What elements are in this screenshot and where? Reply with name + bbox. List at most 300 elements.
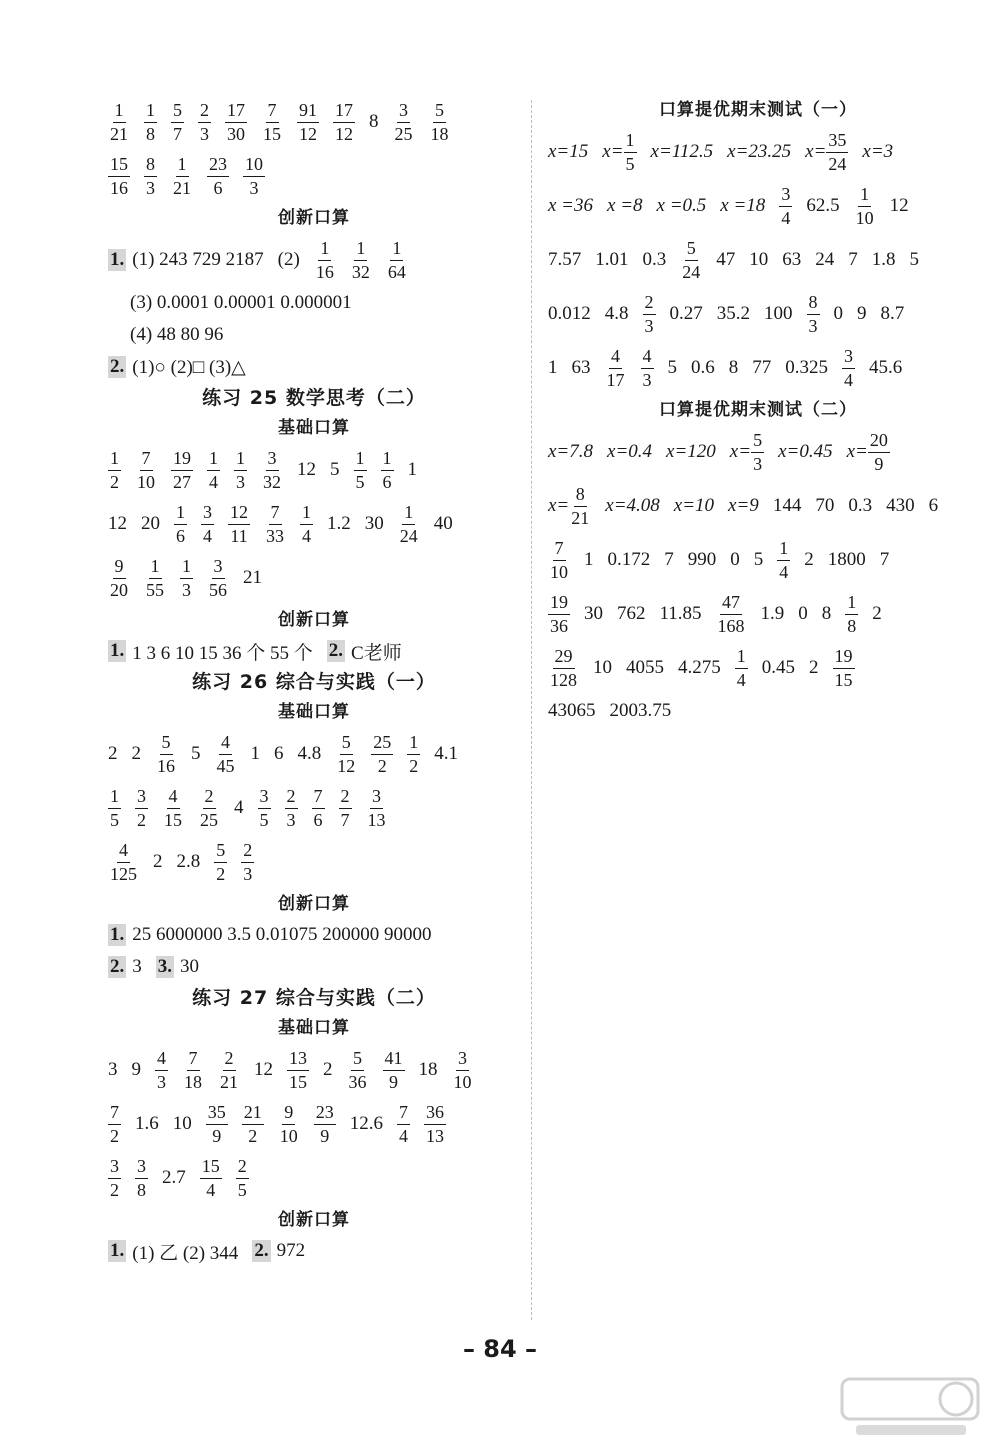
answer-item <box>749 249 768 271</box>
answer-item <box>314 1103 336 1146</box>
answer-item <box>798 603 808 625</box>
fraction <box>278 1103 300 1146</box>
fraction <box>350 239 372 282</box>
answer-item <box>872 603 882 625</box>
answer-item <box>666 441 716 463</box>
fraction-denominator: 21 <box>220 1071 238 1092</box>
answer-item <box>135 1157 148 1200</box>
fraction <box>234 449 247 492</box>
fraction-numerator: 1 <box>354 449 367 471</box>
fraction-denominator: 4 <box>781 207 791 228</box>
fraction-numerator: 4 <box>641 347 654 369</box>
fraction-numerator: 36 <box>424 1103 446 1125</box>
fraction-denominator: 6 <box>213 177 223 198</box>
answer-item <box>716 249 735 271</box>
answer-item <box>108 787 121 830</box>
fraction <box>155 733 177 776</box>
fraction-denominator: 2 <box>248 1125 258 1146</box>
fraction-numerator: 7 <box>108 1103 121 1125</box>
fraction-numerator: 1 <box>381 449 394 471</box>
fraction <box>182 1049 204 1092</box>
answer-value: 62.5 <box>806 195 840 216</box>
answer-item <box>365 513 384 535</box>
answer-item <box>548 647 579 690</box>
fraction-denominator: 24 <box>682 261 701 282</box>
fraction-denominator: 16 <box>157 755 175 776</box>
answer-item <box>108 449 121 492</box>
answer-item <box>815 249 834 271</box>
answer-value: 6 <box>928 495 939 516</box>
answer-row <box>548 479 968 533</box>
answer-value: (1)○ (2)□ (3)△ <box>132 356 246 378</box>
fraction <box>207 557 229 600</box>
answer-item <box>929 495 939 517</box>
fraction <box>243 155 265 198</box>
equation-answer: x=120 <box>666 441 716 462</box>
fraction-denominator: 17 <box>606 369 625 390</box>
fraction-numerator: 7 <box>266 101 279 123</box>
fraction <box>258 787 271 830</box>
equation-answer: x=0.4 <box>607 441 653 462</box>
fraction-numerator: 1 <box>624 131 637 153</box>
fraction-denominator: 5 <box>625 153 635 174</box>
answer-row <box>548 287 968 341</box>
answer-item <box>312 787 325 830</box>
equation-answer: x=4.08 <box>605 495 660 516</box>
answer-row <box>548 125 968 179</box>
fraction-denominator: 168 <box>717 615 745 636</box>
answer-item <box>680 239 702 282</box>
fraction-denominator: 2 <box>110 1179 119 1200</box>
answer-value: 3 <box>108 1059 118 1080</box>
fraction-numerator: 17 <box>225 101 247 123</box>
answer-item <box>730 431 764 474</box>
answer-value: 1.01 <box>595 249 629 270</box>
answer-item <box>584 603 603 625</box>
answer-item <box>261 101 283 144</box>
fraction-numerator: 1 <box>735 647 748 669</box>
fraction <box>371 733 393 776</box>
fraction <box>335 733 357 776</box>
answer-item <box>339 787 352 830</box>
fraction-numerator: 1 <box>402 503 415 525</box>
fraction-denominator: 5 <box>237 1179 247 1200</box>
fraction-numerator: 2 <box>198 101 211 123</box>
fraction-denominator: 33 <box>266 525 284 546</box>
answer-item <box>847 431 890 474</box>
answer-item <box>155 733 177 776</box>
answer-item <box>218 1049 240 1092</box>
answer-value: 7.57 <box>548 249 582 270</box>
answer-item <box>869 357 902 379</box>
fraction-denominator: 25 <box>200 809 218 830</box>
fraction-denominator: 18 <box>184 1071 202 1092</box>
answer-item <box>297 459 316 481</box>
answer-value: 47 <box>716 249 736 270</box>
answer-value: 45.6 <box>869 357 903 378</box>
answer-value: 4.275 <box>678 657 721 678</box>
answer-item <box>108 1103 121 1146</box>
answer-item <box>717 303 750 325</box>
answer-value: 0.6 <box>691 357 715 378</box>
answer-item <box>171 101 184 144</box>
section-subheading: 基础口算 <box>278 1018 350 1038</box>
fraction-numerator: 5 <box>171 101 184 123</box>
answer-item <box>429 101 451 144</box>
fraction-numerator: 4 <box>219 733 232 755</box>
answer-item <box>366 787 388 830</box>
answer-item <box>785 357 828 379</box>
fraction-numerator: 3 <box>108 1157 121 1179</box>
answer-value: 2 <box>131 743 141 764</box>
answer-value: 0.27 <box>669 303 703 324</box>
answer-item <box>251 743 261 765</box>
fraction <box>144 155 157 198</box>
answer-item <box>834 303 844 325</box>
answer-value: 18 <box>418 1059 438 1080</box>
answer-item <box>602 131 636 174</box>
answer-row <box>108 319 520 351</box>
equation-answer: x=9 <box>728 495 759 516</box>
answer-value: (1) 乙 (2) 344 <box>132 1242 239 1264</box>
answer-value: 1 <box>548 357 558 378</box>
answer-value: 1.6 <box>135 1113 159 1134</box>
fraction-denominator: 4 <box>203 525 212 546</box>
fraction <box>569 485 591 528</box>
answer-item <box>434 743 458 765</box>
fraction-numerator: 2 <box>285 787 298 809</box>
answer-row <box>548 179 968 233</box>
answer-value: 1 <box>407 459 417 480</box>
answer-item <box>130 324 223 346</box>
answer-row <box>108 551 520 605</box>
answer-row <box>108 635 520 667</box>
answer-value: 4.8 <box>604 303 629 324</box>
fraction <box>605 347 627 390</box>
fraction-numerator: 7 <box>553 539 566 561</box>
answer-item <box>350 1113 383 1135</box>
fraction-numerator: 5 <box>433 101 446 123</box>
fraction-numerator: 1 <box>407 733 420 755</box>
answer-item <box>132 924 431 946</box>
fraction-denominator: 12 <box>335 123 353 144</box>
question-number: 1. <box>110 1240 125 1261</box>
fraction-denominator: 3 <box>182 579 191 600</box>
answer-value: 2.7 <box>162 1167 186 1188</box>
answer-row <box>548 533 968 587</box>
fraction <box>228 503 250 546</box>
fraction <box>842 347 855 390</box>
answer-item <box>716 593 747 636</box>
fraction <box>833 647 855 690</box>
answer-item <box>607 195 643 217</box>
fraction-denominator: 4 <box>844 369 853 390</box>
equation-answer: x= <box>729 441 752 462</box>
answer-item <box>548 357 558 379</box>
fraction <box>215 733 237 776</box>
answer-item <box>236 1157 249 1200</box>
fraction-numerator: 3 <box>397 101 410 123</box>
equation-answer: x=7.8 <box>548 441 594 462</box>
answer-value: 77 <box>752 357 772 378</box>
answer-value: 2 <box>809 657 819 678</box>
fraction <box>381 449 394 492</box>
answer-item <box>735 647 748 690</box>
answer-item <box>132 249 263 271</box>
fraction-denominator: 3 <box>642 369 652 390</box>
answer-item <box>848 495 872 517</box>
fraction-denominator: 4 <box>209 471 218 492</box>
fraction-numerator: 3 <box>135 1157 148 1179</box>
answer-value: C老师 <box>351 642 402 664</box>
fraction <box>198 101 211 144</box>
fraction-numerator: 1 <box>318 239 331 261</box>
fraction-denominator: 2 <box>110 471 119 492</box>
fraction-denominator: 10 <box>279 1125 298 1146</box>
fraction-denominator: 9 <box>874 453 884 474</box>
fraction <box>108 787 121 830</box>
left-answer-column <box>108 95 520 1267</box>
fraction <box>807 293 820 336</box>
answer-item <box>764 303 793 325</box>
equation-answer: x= <box>805 141 827 162</box>
answer-item <box>297 101 319 144</box>
fraction <box>108 557 130 600</box>
fraction-numerator: 5 <box>751 431 764 453</box>
fraction-denominator: 5 <box>110 809 119 830</box>
answer-item <box>354 449 367 492</box>
fraction <box>264 503 286 546</box>
fraction-denominator: 12 <box>337 755 356 776</box>
answer-value: 4.8 <box>297 743 322 764</box>
question-number: 1. <box>110 924 125 945</box>
answer-item <box>890 195 909 217</box>
fraction <box>641 347 654 390</box>
answer-value: 8.7 <box>880 303 905 324</box>
answer-item <box>132 356 246 379</box>
fraction-denominator: 55 <box>146 579 164 600</box>
fraction-denominator: 32 <box>351 261 370 282</box>
answer-item <box>108 1059 118 1081</box>
answer-item <box>327 513 351 535</box>
fraction-numerator: 9 <box>282 1103 295 1125</box>
answer-row <box>548 233 968 287</box>
answer-item <box>848 249 858 271</box>
fraction <box>218 1049 240 1092</box>
equation-answer: x=0.45 <box>778 441 833 462</box>
answer-item <box>762 657 795 679</box>
answer-item <box>548 141 588 163</box>
fraction-numerator: 19 <box>171 449 193 471</box>
answer-value: 43065 <box>548 700 596 721</box>
answer-item <box>407 733 420 776</box>
answer-item <box>605 495 660 517</box>
fraction-denominator: 10 <box>137 471 155 492</box>
answer-item <box>206 1103 228 1146</box>
fraction-denominator: 36 <box>348 1071 367 1092</box>
answer-item <box>371 733 393 776</box>
answer-item <box>386 239 408 282</box>
answer-item <box>333 101 355 144</box>
equation-answer: x=10 <box>673 495 715 516</box>
answer-item <box>408 459 418 481</box>
answer-item <box>132 743 142 765</box>
fraction <box>241 841 254 884</box>
answer-value: 2 <box>153 851 163 872</box>
answer-item <box>108 101 130 144</box>
answer-value: 430 <box>886 495 915 516</box>
fraction <box>548 593 570 636</box>
fraction-denominator: 10 <box>550 561 568 582</box>
fraction-denominator: 36 <box>550 615 568 636</box>
fraction-denominator: 3 <box>808 315 818 336</box>
section-subheading: 创新口算 <box>278 894 350 914</box>
section-subheading: 口算提优期末测试（二） <box>659 400 857 420</box>
answer-value: 10 <box>172 1113 192 1134</box>
answer-item <box>822 603 832 625</box>
answer-value: 4055 <box>626 657 664 678</box>
fraction-numerator: 35 <box>206 1103 228 1125</box>
answer-value: 2003.75 <box>609 700 672 721</box>
answer-item <box>144 557 166 600</box>
answer-value: 25 6000000 3.5 0.01075 200000 90000 <box>132 924 432 945</box>
answer-item <box>381 449 394 492</box>
fraction <box>108 101 130 144</box>
answer-item <box>242 1103 264 1146</box>
answer-value: 30 <box>180 956 199 977</box>
answer-value: 0 <box>833 303 843 324</box>
answer-value: 2 <box>323 1059 333 1080</box>
answer-item <box>548 195 593 217</box>
fraction <box>225 101 247 144</box>
equation-answer: x= <box>602 141 624 162</box>
fraction-numerator: 35 <box>826 131 848 153</box>
fraction <box>751 431 764 474</box>
fraction-denominator: 11 <box>230 525 248 546</box>
answer-item <box>234 797 244 819</box>
fraction-numerator: 2 <box>203 787 216 809</box>
fraction <box>429 101 451 144</box>
fraction-numerator: 5 <box>351 1049 364 1071</box>
exercise-heading: 练习 25 数学思考（二） <box>202 387 426 409</box>
fraction-denominator: 12 <box>299 123 317 144</box>
answer-item <box>761 603 785 625</box>
fraction-denominator: 2 <box>409 755 419 776</box>
fraction-numerator: 91 <box>297 101 319 123</box>
answer-value: 12 <box>108 513 127 534</box>
question-number: 2. <box>110 356 125 377</box>
fraction <box>314 1103 336 1146</box>
answer-item <box>397 1103 410 1146</box>
fraction-numerator: 3 <box>212 557 225 579</box>
fraction-numerator: 2 <box>241 841 254 863</box>
section-subheading: 创新口算 <box>278 208 350 228</box>
fraction-numerator: 4 <box>155 1049 168 1071</box>
answer-item <box>605 347 627 390</box>
answer-item <box>668 357 678 379</box>
answer-item <box>177 851 201 873</box>
fraction-denominator: 4 <box>779 561 789 582</box>
answer-row <box>108 351 520 383</box>
answer-value: 1800 <box>827 549 866 570</box>
answer-item <box>595 249 628 271</box>
answer-value: 12 <box>889 195 909 216</box>
fraction-denominator: 16 <box>315 261 334 282</box>
fraction <box>201 503 214 546</box>
answer-item <box>234 449 247 492</box>
answer-value: 1.9 <box>760 603 785 624</box>
answer-value: 20 <box>141 513 160 534</box>
fraction <box>398 503 420 546</box>
fraction <box>680 239 702 282</box>
answer-item <box>335 733 357 776</box>
answer-item <box>130 292 352 314</box>
fraction-denominator: 7 <box>173 123 182 144</box>
answer-value: 12 <box>254 1059 273 1080</box>
fraction <box>779 185 792 228</box>
question-number: 2. <box>328 640 344 661</box>
fraction-denominator: 9 <box>320 1125 330 1146</box>
fraction-numerator: 1 <box>180 557 193 579</box>
fraction-numerator: 19 <box>548 593 570 615</box>
fraction-numerator: 9 <box>113 557 126 579</box>
answer-item <box>806 195 839 217</box>
answer-item <box>548 441 593 463</box>
answer-item <box>691 357 715 379</box>
answer-item <box>243 567 262 589</box>
answer-value: 10 <box>593 657 612 678</box>
answer-item <box>108 1157 121 1200</box>
section-subheading: 基础口算 <box>278 418 350 438</box>
fraction-numerator: 7 <box>312 787 325 809</box>
fraction-numerator: 1 <box>174 503 187 525</box>
fraction <box>386 239 408 282</box>
fraction <box>716 593 747 636</box>
answer-row <box>108 149 520 203</box>
fraction <box>854 185 876 228</box>
answer-row <box>108 443 520 497</box>
fraction-numerator: 3 <box>201 503 214 525</box>
fraction <box>144 557 166 600</box>
equation-answer: x=23.25 <box>727 141 792 162</box>
answer-item <box>805 131 848 174</box>
equation-answer: x=15 <box>548 141 589 162</box>
answer-value: 30 <box>584 603 603 624</box>
section-subheading: 口算提优期末测试（一） <box>659 100 857 120</box>
answer-item <box>180 557 193 600</box>
answer-item <box>278 1103 300 1146</box>
fraction-numerator: 7 <box>269 503 282 525</box>
answer-item <box>910 249 920 271</box>
fraction <box>108 1103 121 1146</box>
answer-item <box>298 743 322 765</box>
fraction <box>200 1157 222 1200</box>
fraction-numerator: 4 <box>167 787 180 809</box>
answer-value: 30 <box>364 513 384 534</box>
answer-item <box>842 347 855 390</box>
answer-item <box>350 239 372 282</box>
fraction <box>261 449 283 492</box>
answer-item <box>664 549 674 571</box>
fraction <box>287 1049 309 1092</box>
fraction-numerator: 3 <box>370 787 383 809</box>
answer-item <box>828 549 866 571</box>
fraction-numerator: 13 <box>287 1049 309 1071</box>
answer-item <box>572 357 591 379</box>
answer-item <box>153 851 163 873</box>
answer-item <box>180 956 199 978</box>
answer-item <box>228 503 250 546</box>
